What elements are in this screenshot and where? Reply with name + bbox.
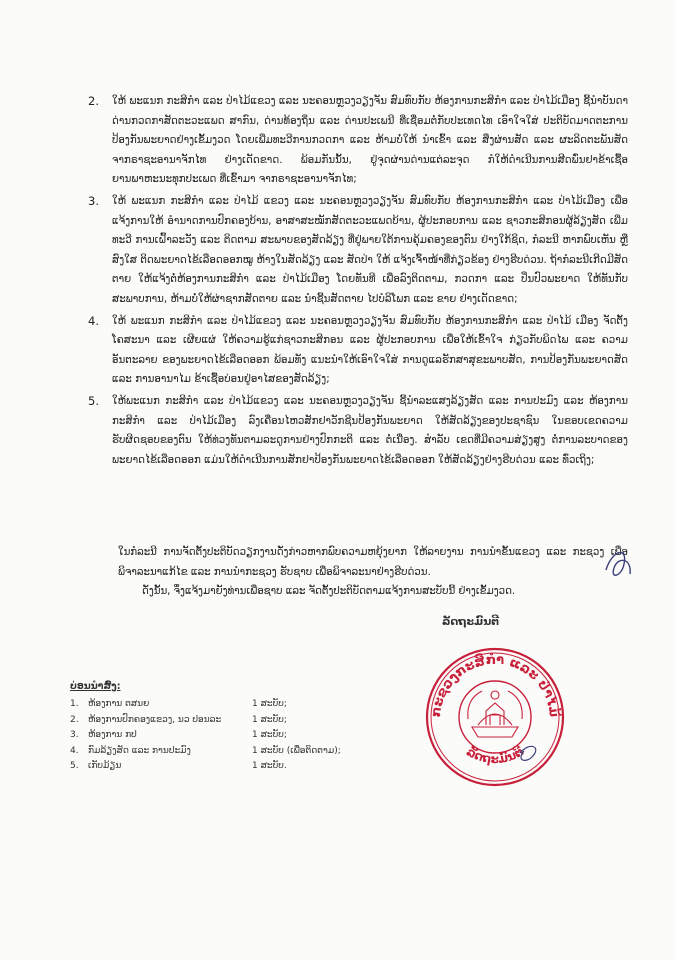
svg-text:ກະຊວງກະສິກຳ ແລະ ປ່າໄມ້ xyxy=(429,653,562,719)
distribution-row xyxy=(70,759,390,775)
item-text: ໃຫ້ ພະແນກ ກະສິກຳ ແລະ ປ່າໄມ້ ແຂວງ ແລະ ນະຄອນຫຼວງວຽງຈັນ ສົມທົບກັບ ຫ້ອງການກະສິກຳ ແລະ ປ່າໄມ້ເມືອງ ເພື່ອແຈ້ງການໃຫ້ ອຳນາດການປົກຄອງບ້ານ, ອາສາສະໝັກສັດຕະວະແພດບ້ານ, ຜູ້ປະກອບການ ແລະ ຊາວກະສິກອນຜູ້ລ້ຽງສັດ ເພີ່ມທະວີ ການເຝົ້າລະວັງ ແລະ ຕິດຕາມ ສະພາບຂອງສັດລ້ຽງ ທີ່ຢູ່ພາຍໃຕ້ການຄຸ້ມຄອງຂອງຕົນ ຢ່າງໃກ້ຊິດ, ກໍລະນີ ຫາກພົບເຫັນ ຫຼື ສົງໃສ ຕິດພະຍາດໄຂ້ເລືອດອອກໝູ ຫ້າງໃນສັດລ້ຽງ ແລະ ສັດປ່າ ໃຫ້ ແຈ້ງເຈົ້າໜ້າທີ່ກ່ຽວຂ້ອງ ຢ່າງຮີບດ່ວນ. ຖ້າກໍລະນີເກີດມີສັດຕາຍ ໃຫ້ແຈ້ງຕໍ່ຫ້ອງການກະສິກຳ ແລະ ປ່າໄມ້ເມືອງ ໂດຍທັນທີ ເພື່ອລົງຕິດຕາມ, ກວດກາ ແລະ ປິ່ນປົວພະຍາດ ໃຫ້ທັນກັບສະພາບການ, ຫ້າມບໍ່ໃຫ້ຜ່າຊາກສັດຕາຍ ແລະ ນຳຊີ້ນສັດຕາຍ ໄປບໍລິໂພກ ແລະ ຂາຍ ຢ່າງເດັດຂາດ; xyxy=(112,195,628,305)
item-number: 3. xyxy=(88,193,99,208)
item-number: 4. xyxy=(88,313,99,328)
distribution-row xyxy=(70,728,390,744)
signatory-title: ລັດຖະມົນຕີ xyxy=(442,615,499,628)
list-item xyxy=(88,192,628,310)
row-copies: 1 ສະບັບ; xyxy=(252,730,287,740)
row-recipient: ກົມລ້ຽງສັດ ແລະ ການປະມົງ xyxy=(88,745,191,756)
seal-top-text: ກະຊວງກະສິກຳ ແລະ ປ່າໄມ້ xyxy=(428,653,562,719)
list-item xyxy=(88,92,628,190)
item-number: 2. xyxy=(88,94,99,108)
row-copies: 1 ສະບັບ; xyxy=(252,714,287,725)
initials-scribble xyxy=(598,540,638,588)
svg-text:ລັດຖະມົນຕີ xyxy=(464,743,527,766)
distribution-row xyxy=(70,744,390,760)
distribution-list xyxy=(70,681,390,775)
row-recipient: ຫ້ອງການ ຕສນຍ xyxy=(88,699,150,709)
row-number: 5. xyxy=(70,761,79,771)
instruction-list xyxy=(88,92,628,472)
row-recipient: ຫ້ອງການ ກປ xyxy=(88,730,137,740)
row-number: 1. xyxy=(70,699,79,709)
row-number: 3. xyxy=(70,730,79,740)
distribution-heading: ບ່ອນນຳສົ່ງ: xyxy=(70,681,121,692)
distribution-row xyxy=(70,697,390,713)
closing-paragraphs xyxy=(118,543,628,602)
closing-paragraph-1: ໃນກໍລະນີ ການຈັດຕັ້ງປະຕິບັດວຽກງານດັ່ງກ່າວຫາກພົບຄວາມຫຍຸ້ງຍາກ ໃຫ້ລາຍງານ ການນຳຂັ້ນແຂວງ ແລະ ກະຊວງ ເພື່ອພິຈາລະນາແກ້ໄຂ ແລະ ການນຳກະຊວງ ຮັບຊາບ ເພື່ອພິຈາລະນາຢ່າງຮີບດ່ວນ. xyxy=(118,547,628,578)
row-copies: 1 ສະບັບ; xyxy=(252,699,287,709)
closing-paragraph-2: ດັ່ງນັ້ນ, ຈຶ່ງແຈ້ງມາຍັງທ່ານເພື່ອຊາບ ແລະ ຈັດຕັ້ງປະຕິບັດຕາມແຈ້ງການສະບັບນີ້ ຢ່າງເຂັ້ມງວດ. xyxy=(142,586,516,597)
row-number: 4. xyxy=(70,745,79,756)
distribution-row xyxy=(70,713,390,729)
row-copies: 1 ສະບັບ. xyxy=(252,761,287,771)
item-text: ໃຫ້ ພະແນກ ກະສິກຳ ແລະ ປ່າໄມ້ແຂວງ ແລະ ນະຄອນຫຼວງວຽງຈັນ ສົມທົບກັບ ຫ້ອງການກະສິກຳ ແລະ ປ່າໄມ້ ເມືອງ ຈັດຕັ້ງໂຄສະນາ ແລະ ເຜີຍແຜ່ ໃຫ້ຄວາມຮູ້ແກ່ຊາວກະສິກອນ ແລະ ຜູ້ປະກອບການ ເພື່ອໃຫ້ເຂົ້າໃຈ ກ່ຽວກັບພິດໄພ ແລະ ຄວາມອັນຕະລາຍ ຂອງພະຍາດໄຂ້ເລືອດອອກ ພ້ອມທັງ ແນະນຳໃຫ້ເອົາໃຈໃສ່ ການດູແລຮັກສາສຸຂະພາບສັດ, ການປ້ອງກັນພະຍາດສັດ ແລະ ການອານາໄມ ຂ້າເຊື້ອບ່ອນຢູ່ອາໄສຂອງສັດລ້ຽງ; xyxy=(112,315,628,386)
item-text: ໃຫ້ ພະແນກ ກະສິກຳ ແລະ ປ່າໄມ້ແຂວງ ແລະ ນະຄອນຫຼວງວຽງຈັນ ສົມທົບກັບ ຫ້ອງການກະສິກຳ ແລະ ປ່າໄມ້ເມືອງ ຊີ້ນຳບັນດາ ດ່ານກວດກາສັດຕະວະແພດ ສາກົນ, ດ່ານທ້ອງຖິ່ນ ແລະ ດ່ານປະເພນີ ທີ່ເຊື່ອມຕໍ່ກັບປະເທດໄທ ເອົາໃຈໃສ່ ປະຕິບັດມາດຕະການ ປ້ອງກັນພະຍາດຢ່າງເຂັ້ມງວດ ໂດຍເພີ່ມທະວີການກວດກາ ແລະ ຫ້າມບໍ່ໃຫ້ ນຳເຂົ້າ ແລະ ສິ່ງຜ່ານສັດ ແລະ ຜະລິດຕະພັນສັດ ຈາກຣາຊະອານາຈັກໄທ ຢ່າງເດັດຂາດ. ພ້ອມກັນນັ້ນ, ຢູ່ຈຸດຜ່ານດ່ານແຕ່ລະຈຸດ ກໍໃຫ້ດຳເນີນການສີດພົ່ນຢາຂ້າເຊື້ອ ຍານພາຫະນະທຸກປະເພດ ທີ່ເຂົ້າມາ ຈາກຣາຊະອານາຈັກໄທ; xyxy=(112,96,628,186)
seal-bottom-text: ລັດຖະມົນຕີ xyxy=(464,744,526,767)
row-recipient: ເກັບມ້ຽນ xyxy=(88,761,122,771)
item-text: ໃຫ້ພະແນກ ກະສິກຳ ແລະ ປ່າໄມ້ແຂວງ ແລະ ນະຄອນຫຼວງວຽງຈັນ ຊີ້ນຳລະແສງລ້ຽງສັດ ແລະ ການປະມົງ ແລະ ຫ້ອງການກະສິກຳ ແລະ ປ່າໄມ້ເມືອງ ລົງເຄື່ອນໄຫວສັກຢາວັກຊີນປ້ອງກັນພະຍາດ ໃຫ້ສັດລ້ຽງຂອງປະຊາຊົນ ໃນຂອບເຂດຄວາມຮັບຜິດຊອບຂອງຕົນ ໃຫ້ທ່ວງທັນຕາມລະດູການຢ່າງປົກກະຕິ ແລະ ຕໍ່ເນື່ອງ. ສຳລັບ ເຂດທີ່ມີຄວາມສ່ຽງສູງ ຕໍ່ການລະບາດຂອງພະຍາດໄຂ້ເລືອດອອກ ແມ່ນໃຫ້ດຳເນີນການສັກຢາປ້ອງກັນພະຍາດໄຂ້ເລືອດອອກ ໃຫ້ສັດລ້ຽງຢ່າງຮີບດ່ວນ ແລະ ທົ່ວເຖິງ; xyxy=(112,395,628,466)
row-copies: 1 ສະບັບ (ເພື່ອຕິດຕາມ); xyxy=(252,745,341,756)
official-seal xyxy=(420,645,570,790)
item-number: 5. xyxy=(88,393,99,408)
seal-emblem xyxy=(468,691,522,737)
list-item xyxy=(88,392,628,470)
row-number: 2. xyxy=(70,714,79,725)
row-recipient: ຫ້ອງການປົກຄອງແຂວງ, ນວ ປອນລະ xyxy=(88,714,222,725)
list-item xyxy=(88,312,628,390)
